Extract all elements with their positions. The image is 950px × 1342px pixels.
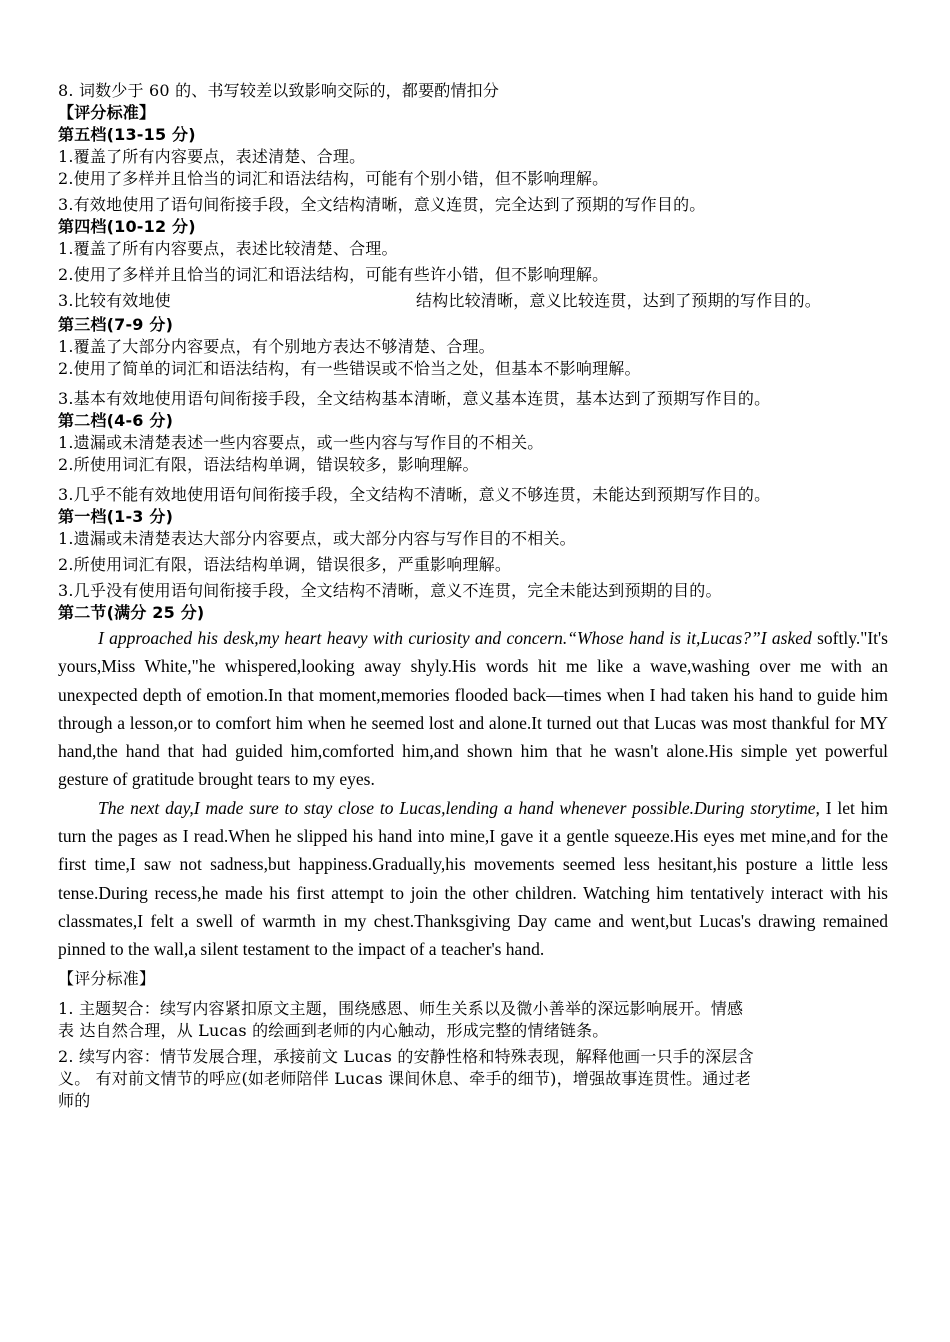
tier-5-title: 第五档(13-15 分) — [58, 125, 196, 144]
tier-4-item-1: 1.覆盖了所有内容要点，表述比较清楚、合理。 — [58, 239, 398, 258]
section-2-title: 第二节(满分 25 分) — [58, 603, 205, 622]
document-page — [58, 80, 888, 1112]
tier-1-item-1: 1.遗漏或未清楚表达大部分内容要点，或大部分内容与写作目的不相关。 — [58, 529, 576, 548]
continuation-paragraph-2 — [58, 794, 888, 964]
tier-3-title: 第三档(7-9 分) — [58, 315, 174, 334]
criteria-heading: 【评分标准】 — [58, 103, 156, 122]
tier-4-item-2: 2.使用了多样并且恰当的词汇和语法结构，可能有些许小错，但不影响理解。 — [58, 265, 609, 284]
tier-4-item-3-left: 3.比较有效地使 — [58, 291, 171, 310]
paragraph-2-italic: The next day,I made sure to stay close to Lucas,lending a hand whenever possible.During storytime, — [98, 797, 820, 818]
tier-3-item-3: 3.基本有效地使用语句间衔接手段，全文结构基本清晰，意义基本连贯，基本达到了预期写作目的。 — [58, 389, 771, 408]
continuation-paragraph-1 — [58, 624, 888, 794]
tier-1-item-3: 3.几乎没有使用语句间衔接手段，全文结构不清晰，意义不连贯，完全未能达到预期的目的。 — [58, 581, 722, 600]
tier-5-item-2: 2.使用了多样并且恰当的词汇和语法结构，可能有个别小错，但不影响理解。 — [58, 169, 609, 188]
criteria-2-item-2-line-1: 2. 续写内容：情节发展合理，承接前文 Lucas 的安静性格和特殊表现，解释他画一只手的深层含 — [58, 1046, 754, 1066]
paragraph-1-text: softly."It's yours,Miss White,"he whispered,looking away shyly.His words hit me like a wave,washing over me with an unexpected depth of emotion.In that moment,memories flooded back—times when I had taken his hand to guide him through a lesson,or to comfort him when he seemed lost and alone.It turned out that Lucas was most thankful for MY hand,the hand that had guided him,comforted him,and shown him that he wasn't alone.His simple yet powerful gesture of gratitude brought tears to my eyes. — [58, 628, 888, 790]
tier-4-title: 第四档(10-12 分) — [58, 217, 196, 236]
paragraph-2-text: I let him turn the pages as I read.When he slipped his hand into mine,I gave it a gentle squeeze.His eyes met mine,and for the first time,I saw not sadness,but happiness.Gradually,his movements seemed less hesitant,his posture a little less tense.During recess,he made his first attempt to join the other children. Watching him tentatively interact with his classmates,I felt a swell of warmth in my chest.Thanksgiving Day came and went,but Lucas's drawing remained pinned to the wall,a silent testament to the impact of a teacher's hand. — [58, 797, 888, 960]
tier-3-item-2: 2.使用了简单的词汇和语法结构，有一些错误或不恰当之处，但基本不影响理解。 — [58, 359, 641, 378]
tier-3-item-1: 1.覆盖了大部分内容要点，有个别地方表达不够清楚、合理。 — [58, 337, 495, 356]
paragraph-1-italic: I approached his desk,my heart heavy with curiosity and concern.“Whose hand is it,Lucas?”I asked — [98, 628, 812, 648]
criteria-2-item-2-line-2: 义。 有对前文情节的呼应(如老师陪伴 Lucas 课间休息、牵手的细节)，增强故事连贯性。通过老 — [58, 1068, 751, 1088]
tier-5-item-3: 3.有效地使用了语句间衔接手段，全文结构清晰，意义连贯，完全达到了预期的写作目的。 — [58, 195, 706, 214]
tier-2-item-1: 1.遗漏或未清楚表述一些内容要点，或一些内容与写作目的不相关。 — [58, 433, 544, 452]
tier-1-item-2: 2.所使用词汇有限，语法结构单调，错误很多，严重影响理解。 — [58, 555, 512, 574]
tier-4-item-3 — [58, 290, 888, 314]
tier-2-item-2: 2.所使用词汇有限，语法结构单调，错误较多，影响理解。 — [58, 455, 479, 474]
criteria-2-heading: 【评分标准】 — [58, 968, 156, 988]
tier-5-item-1: 1.覆盖了所有内容要点，表述清楚、合理。 — [58, 147, 366, 166]
tier-2-title: 第二档(4-6 分) — [58, 411, 174, 430]
criteria-2-item-1-line-1: 1. 主题契合：续写内容紧扣原文主题，围绕感恩、师生关系以及微小善举的深远影响展开。情感 — [58, 998, 744, 1018]
tier-2-item-3: 3.几乎不能有效地使用语句间衔接手段，全文结构不清晰，意义不够连贯，未能达到预期写作目的。 — [58, 485, 771, 504]
item-8: 8. 词数少于 60 的、书写较差以致影响交际的，都要酌情扣分 — [58, 81, 500, 100]
tier-4-item-3-right: 结构比较清晰，意义比较连贯，达到了预期的写作目的。 — [416, 291, 822, 310]
tier-1-title: 第一档(1-3 分) — [58, 507, 174, 526]
criteria-2-item-2-line-3: 师的 — [58, 1090, 91, 1110]
criteria-2-item-1-line-2: 表 达自然合理，从 Lucas 的绘画到老师的内心触动，形成完整的情绪链条。 — [58, 1020, 609, 1040]
